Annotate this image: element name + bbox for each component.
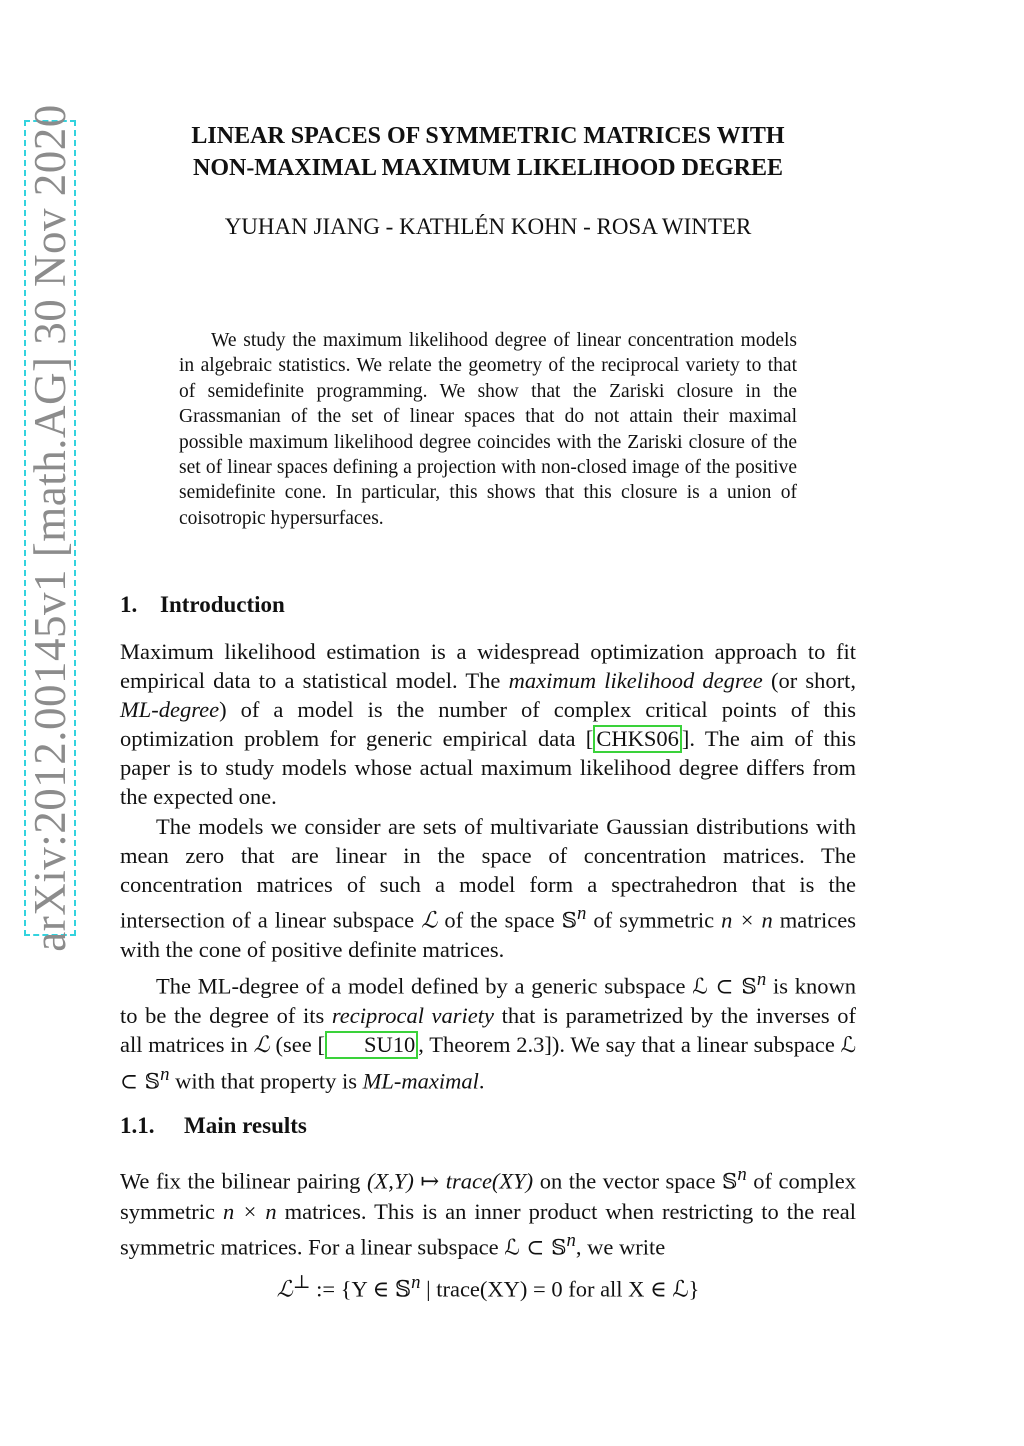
math: ℒ bbox=[253, 1032, 270, 1058]
emphasis: ML-degree bbox=[120, 697, 220, 723]
math: n × n bbox=[721, 907, 773, 933]
introduction-body bbox=[120, 637, 856, 1097]
emphasis: reciprocal variety bbox=[331, 1003, 495, 1029]
display-equation: ℒ⊥ := {Y ∈ 𝕊$^n$ | trace(XY) = 0 for all X ∈ ℒ} bbox=[276, 1272, 700, 1302]
math: ℒ ⊂ 𝕊 bbox=[504, 1235, 567, 1261]
emphasis: ML-maximal bbox=[362, 1068, 479, 1094]
math: ℒ ⊂ 𝕊 bbox=[692, 974, 757, 1000]
math: 𝕊 bbox=[721, 1169, 738, 1195]
math: ℒ bbox=[421, 907, 438, 933]
title-line-2: NON-MAXIMAL MAXIMUM LIKELIHOOD DEGREE bbox=[192, 155, 783, 181]
emphasis: maximum likelihood degree bbox=[508, 668, 763, 694]
paper-title bbox=[120, 120, 856, 184]
math: n × n bbox=[222, 1198, 277, 1224]
paragraph: Maximum likelihood estimation is a widespread optimization approach to fit empirical data to a statistical model. The maximum likelihood degree (or short, ML-degree) of a model is the number of complex critical points of this optimization problem for generic empirical data [ CHKS06 ]. The aim of this paper is to study models whose actual maximum likelihood degree differs from the expected one. bbox=[120, 639, 857, 810]
section-number: 1. bbox=[120, 592, 138, 617]
authors: YUHAN JIANG - KATHLÉN KOHN - ROSA WINTER bbox=[224, 214, 752, 239]
paragraph: The models we consider are sets of multivariate Gaussian distributions with mean zero that are linear in the space of concentration matrices. The concentration matrices of such a model form a spectrahedron that is the intersection of a linear subspace ℒ of the space 𝕊$^n$ of symmetric n × n matrices with the cone of positive definite matrices. bbox=[120, 813, 856, 963]
paragraph: The ML-degree of a model defined by a generic subspace ℒ ⊂ 𝕊$^n$ is known to be the degree of its reciprocal variety that is parametrized by the inverses of all matrices in ℒ (see [ SU10 , Theorem 2.3]). We say that a linear subspace ℒ ⊂ 𝕊$^n$ with that property is ML-maximal. bbox=[120, 968, 857, 1095]
section-title: Introduction bbox=[160, 592, 285, 617]
citation-link[interactable]: SU10 bbox=[325, 1031, 418, 1059]
section-number: 1.1. bbox=[120, 1113, 155, 1138]
section-title: Main results bbox=[184, 1113, 307, 1138]
math: ℒ ⊂ 𝕊 bbox=[120, 1033, 857, 1095]
abstract: We study the maximum likelihood degree of linear concentration models in algebraic statistics. We relate the geometry of the reciprocal variety to that of semidefinite programming. We show that the Zariski closure in the Grassmanian of the set of linear spaces that do not attain their maximal possible maximum likelihood degree coincides with the Zariski closure of the set of linear spaces defining a projection with non-closed image of the positive semidefinite cone. In particular, this shows that this closure is a union of coisotropic hypersurfaces. bbox=[179, 330, 797, 529]
citation-link[interactable]: CHKS06 bbox=[593, 725, 682, 753]
math: 𝕊 bbox=[561, 908, 577, 934]
arxiv-stamp bbox=[24, 104, 76, 952]
section-heading-main-results bbox=[120, 1113, 307, 1139]
section-heading-introduction bbox=[120, 592, 285, 618]
main-results-body bbox=[120, 1160, 856, 1262]
paragraph: We fix the bilinear pairing (X,Y) ↦ trace(XY) on the vector space 𝕊$^n$ of complex symmetric n × n matrices. This is an inner product when restricting to the real symmetric matrices. For a linear subspace ℒ ⊂ 𝕊$^n$, we write bbox=[120, 1164, 857, 1261]
title-line-1: LINEAR SPACES OF SYMMETRIC MATRICES WITH bbox=[191, 123, 785, 149]
arxiv-id: arXiv:2012.00145v1 [math.AG] 30 Nov 2020 bbox=[25, 104, 75, 952]
math: (X,Y) ↦ trace(XY) bbox=[366, 1168, 534, 1194]
